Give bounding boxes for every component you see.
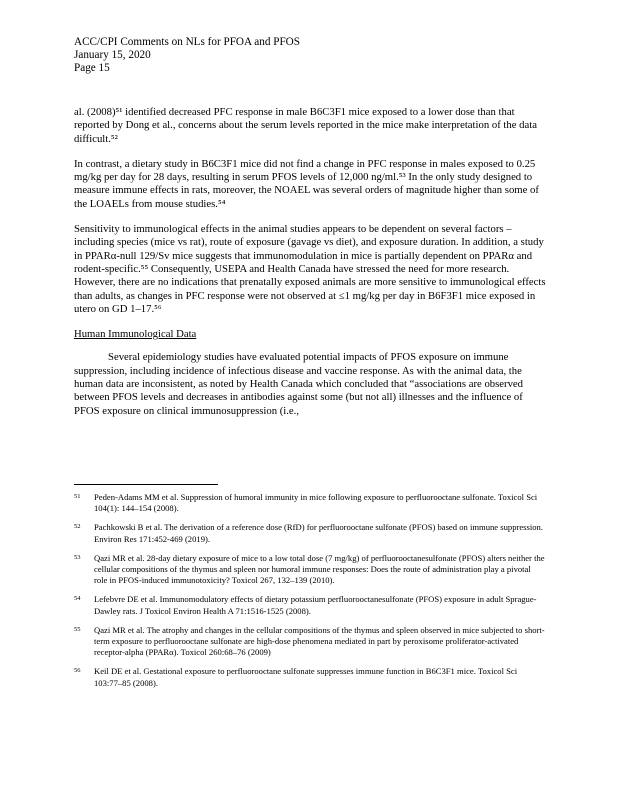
footnote-55 (74, 625, 546, 659)
body-paragraph-3: Sensitivity to immunological effects in the animal studies appears to be dependent on several factors – including species (mice vs rat), route of exposure (gavage vs diet), and exposure duration. In addition, a study in PPARα-null 129/Sv mice suggests that immunomodulation in mice is partially dependent on PPARα and rodent-specific.⁵⁵ Consequently, USEPA and Health Canada have stressed the need for more research. However, there are no indications that prenatally exposed animals are more sensitive to immunological effects than adults, as changes in PFC response were not observed at ≤1 mg/kg per day in B6F3F1 mice exposed in utero on GD 1–17.⁵⁶ (74, 223, 546, 315)
header-title: ACC/CPI Comments on NLs for PFOA and PFOS (74, 36, 300, 48)
document-body (74, 106, 546, 430)
footnote-text: Lefebvre DE et al. Immunomodulatory effects of dietary potassium perfluorooctanesulfonate (PFOS) exposure in adult Sprague-Dawley rats. J Toxicol Environ Health A 71:1516-1525 (2008). (94, 594, 537, 616)
page-header (74, 36, 300, 76)
body-paragraph-2: In contrast, a dietary study in B6C3F1 mice did not find a change in PFC response in males exposed to 0.25 mg/kg per day for 28 days, resulting in serum PFOS levels of 12,000 ng/ml.⁵³ In the only study designed to measure immune effects in rats, moreover, the NOAEL was several orders of magnitude higher than some of the LOAELs from mouse studies.⁵⁴ (74, 157, 539, 210)
footnote-53 (74, 553, 546, 587)
body-paragraph-4: Several epidemiology studies have evaluated potential impacts of PFOS exposure on immune suppression, including incidence of infectious disease and vaccine response. As with the animal data, the human data are inconsistent, as noted by Health Canada which concluded that “associations are observed between PFOS levels and decreases in antibodies against some (but not all) illnesses and the influence of PFOS exposure on clinical immunosuppression (i.e., (74, 351, 524, 417)
footnote-number: 54 (74, 595, 81, 603)
footnote-text: Keil DE et al. Gestational exposure to perfluorooctane sulfonate suppresses immune function in B6C3F1 mice. Toxicol Sci 103:77–85 (2008). (94, 666, 518, 688)
header-date: January 15, 2020 (74, 49, 151, 62)
footnote-text: Peden-Adams MM et al. Suppression of humoral immunity in mice following exposure to perfluorooctane sulfonate. Toxicol Sci 104(1): 144–154 (2008). (94, 492, 538, 514)
footnote-52 (74, 522, 546, 544)
footnote-text: Pachkowski B et al. The derivation of a reference dose (RfD) for perfluorooctane sulfonate (PFOS) based on immune suppression. Environ Res 171:452-469 (2019). (94, 522, 543, 544)
header-page-number: Page 15 (74, 62, 110, 75)
footnote-text: Qazi MR et al. 28-day dietary exposure of mice to a low total dose (7 mg/kg) of perfluorooctanesulfonate (PFOS) alters neither the cellular compositions of the thymus and spleen nor humoral immune responses: Does the route of administration play a pivotal role in PFOS-induced immunotoxicity? Toxicol 267, 132–139 (2010). (94, 552, 545, 586)
footnote-text: Qazi MR et al. The atrophy and changes in the cellular compositions of the thymus and spleen observed in mice subjected to short-term exposure to perfluorooctane sulfonate are high-dose phenomena mediated in part by peroxisome proliferator-activated receptor-alpha (PPARα). Toxicol 260:68–76 (2009) (94, 624, 545, 658)
footnote-separator (74, 484, 218, 485)
section-heading: Human Immunological Data (74, 328, 197, 341)
footnote-56 (74, 666, 546, 688)
body-paragraph-1: al. (2008)⁵¹ identified decreased PFC response in male B6C3F1 mice exposed to a lower dose than that reported by Dong et al., concerns about the serum levels reported in the mice make interpretation of the data difficult.⁵² (74, 106, 537, 145)
footnotes (74, 492, 546, 697)
footnote-number: 53 (74, 553, 81, 561)
footnote-number: 56 (74, 667, 81, 675)
footnote-51 (74, 492, 546, 514)
footnote-number: 55 (74, 625, 81, 633)
footnote-54 (74, 594, 546, 616)
footnote-number: 51 (74, 493, 81, 500)
footnote-number: 52 (74, 523, 81, 531)
